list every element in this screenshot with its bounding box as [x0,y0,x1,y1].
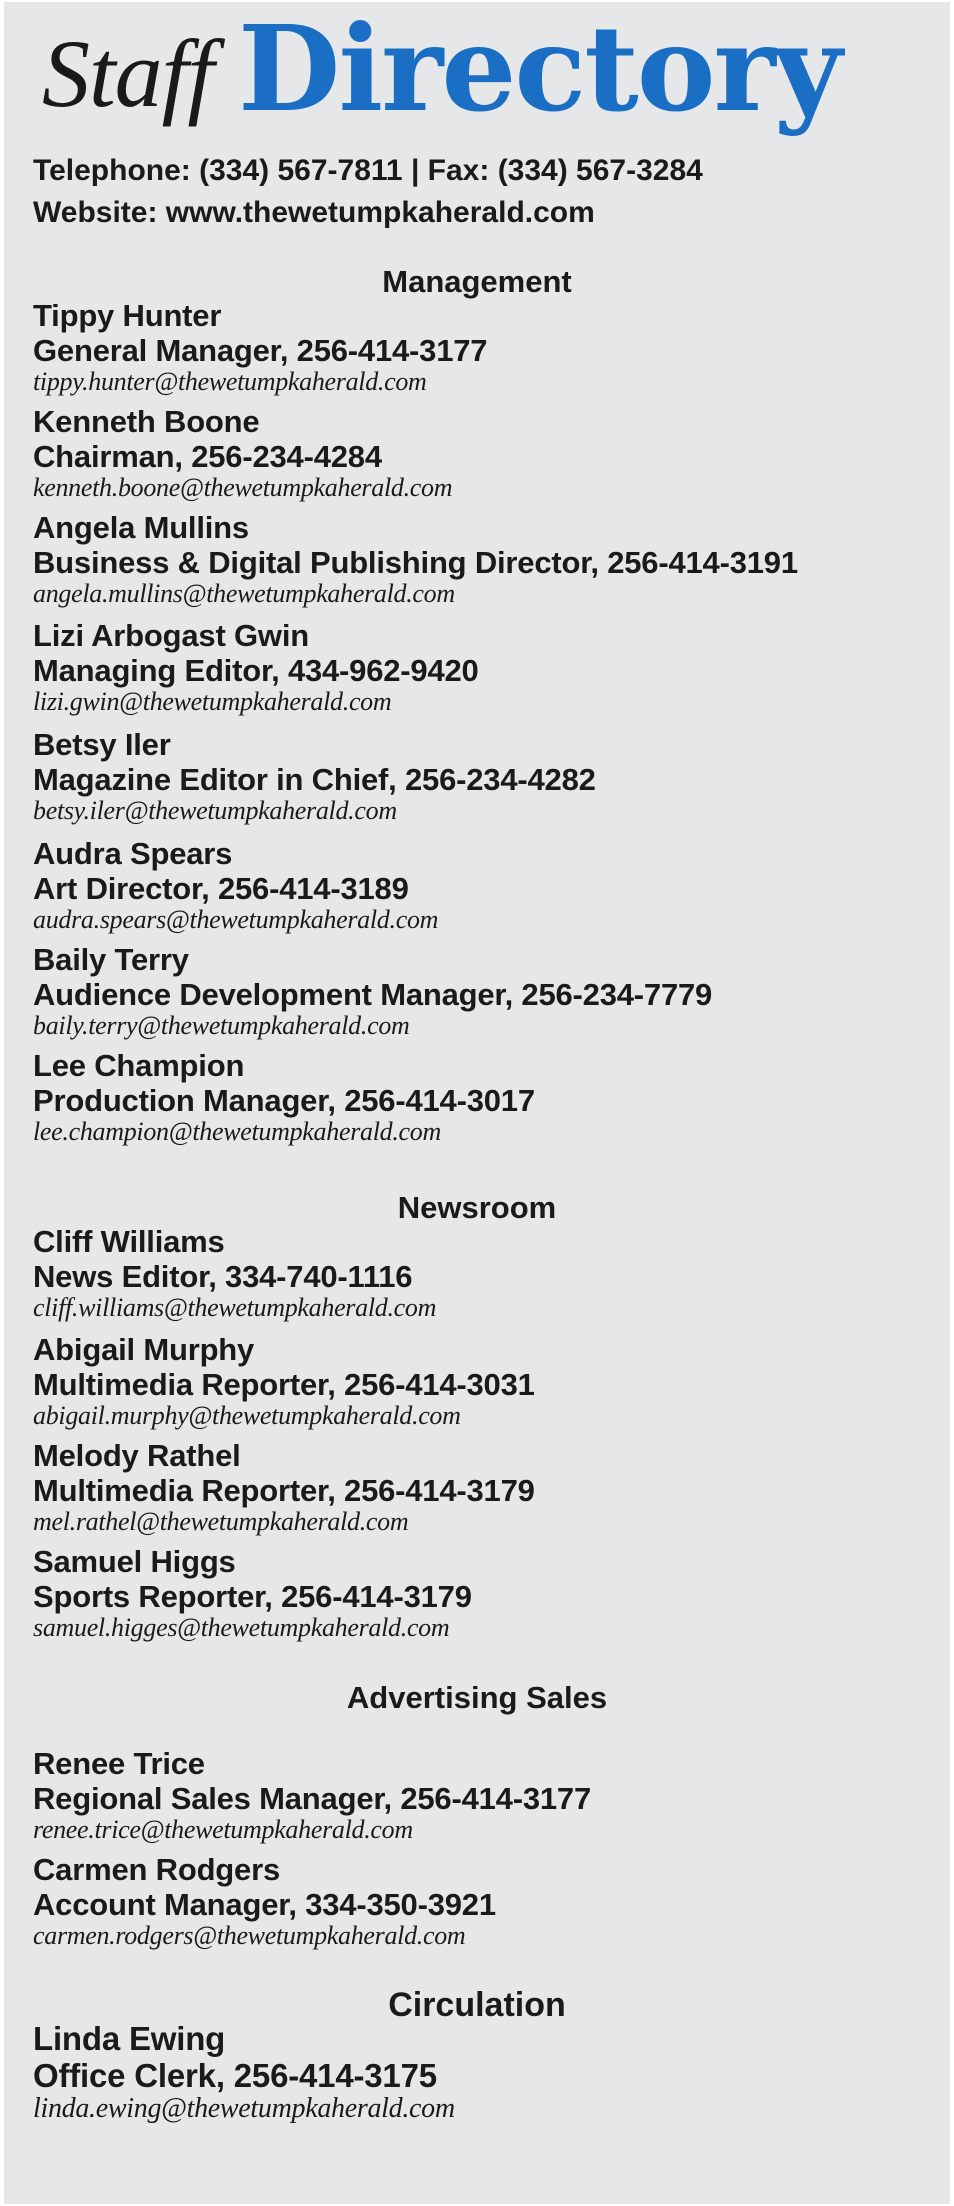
directory-entry [33,1544,933,1642]
entry-title: Office Clerk, 256-414-3175 [33,2057,437,2094]
directory-entry [33,404,933,502]
entry-email[interactable]: baily.terry@thewetumpkaherald.com [33,1011,410,1040]
entry-title: Sports Reporter, 256-414-3179 [33,1579,472,1614]
entry-email[interactable]: abigail.murphy@thewetumpkaherald.com [33,1401,461,1430]
directory-entry [33,942,933,1040]
directory-entry [33,1746,933,1844]
entry-email[interactable]: linda.ewing@thewetumpkaherald.com [33,2093,455,2124]
directory-entry [33,510,933,608]
directory-entry [33,1332,933,1430]
entry-name: Baily Terry [33,942,189,977]
entry-email[interactable]: carmen.rodgers@thewetumpkaherald.com [33,1921,466,1950]
staff-directory-panel [4,2,950,2204]
entry-title: Chairman, 256-234-4284 [33,439,382,474]
title-staff: Staff [42,20,214,127]
entry-name: Lizi Arbogast Gwin [33,618,309,653]
entry-title: Production Manager, 256-414-3017 [33,1083,535,1118]
entry-title: Regional Sales Manager, 256-414-3177 [33,1781,591,1816]
entry-name: Linda Ewing [33,2020,226,2057]
page-title [42,0,942,156]
entry-name: Renee Trice [33,1746,205,1781]
entry-email[interactable]: cliff.williams@thewetumpkaherald.com [33,1293,437,1322]
entry-email[interactable]: samuel.higges@thewetumpkaherald.com [33,1613,450,1642]
directory-entry [33,1438,933,1536]
entry-email[interactable]: audra.spears@thewetumpkaherald.com [33,905,439,934]
entry-email[interactable]: tippy.hunter@thewetumpkaherald.com [33,367,427,396]
directory-entry [33,2020,933,2124]
entry-title: Magazine Editor in Chief, 256-234-4282 [33,762,596,797]
entry-name: Tippy Hunter [33,298,222,333]
entry-name: Carmen Rodgers [33,1852,280,1887]
entry-email[interactable]: renee.trice@thewetumpkaherald.com [33,1815,413,1844]
entry-email[interactable]: lizi.gwin@thewetumpkaherald.com [33,687,392,716]
entry-email[interactable]: lee.champion@thewetumpkaherald.com [33,1117,441,1146]
website-line: Website: www.thewetumpkaherald.com [33,196,595,229]
entry-name: Betsy Iler [33,727,171,762]
directory-entry [33,1852,933,1950]
entry-title: General Manager, 256-414-3177 [33,333,488,368]
entry-email[interactable]: betsy.iler@thewetumpkaherald.com [33,796,397,825]
directory-entry [33,727,933,825]
entry-name: Audra Spears [33,836,233,871]
entry-name: Melody Rathel [33,1438,241,1473]
entry-name: Lee Champion [33,1048,245,1083]
entry-email[interactable]: angela.mullins@thewetumpkaherald.com [33,579,455,608]
entry-name: Cliff Williams [33,1224,225,1259]
entry-title: Multimedia Reporter, 256-414-3179 [33,1473,535,1508]
entry-email[interactable]: mel.rathel@thewetumpkaherald.com [33,1507,409,1536]
directory-entry [33,1048,933,1146]
section-heading-circulation: Circulation [388,1986,566,2024]
telephone-fax-line: Telephone: (334) 567-7811 | Fax: (334) 567-3284 [33,154,703,187]
directory-entry [33,1224,933,1322]
entry-email[interactable]: kenneth.boone@thewetumpkaherald.com [33,473,453,502]
entry-title: Account Manager, 334-350-3921 [33,1887,496,1922]
entry-title: News Editor, 334-740-1116 [33,1259,413,1294]
section-heading-advertising-sales: Advertising Sales [346,1680,608,1715]
section-heading-newsroom: Newsroom [397,1190,557,1225]
directory-entry [33,836,933,934]
section-heading-management: Management [382,264,572,299]
entry-name: Angela Mullins [33,510,249,545]
title-directory: Directory [238,0,841,138]
entry-name: Abigail Murphy [33,1332,255,1367]
entry-title: Art Director, 256-414-3189 [33,871,409,906]
directory-entry [33,298,933,396]
entry-title: Managing Editor, 434-962-9420 [33,653,479,688]
entry-name: Kenneth Boone [33,404,260,439]
entry-name: Samuel Higgs [33,1544,236,1579]
entry-title: Audience Development Manager, 256-234-7779 [33,977,713,1012]
directory-entry [33,618,933,716]
entry-title: Business & Digital Publishing Director, 256-414-3191 [33,545,798,580]
entry-title: Multimedia Reporter, 256-414-3031 [33,1367,535,1402]
